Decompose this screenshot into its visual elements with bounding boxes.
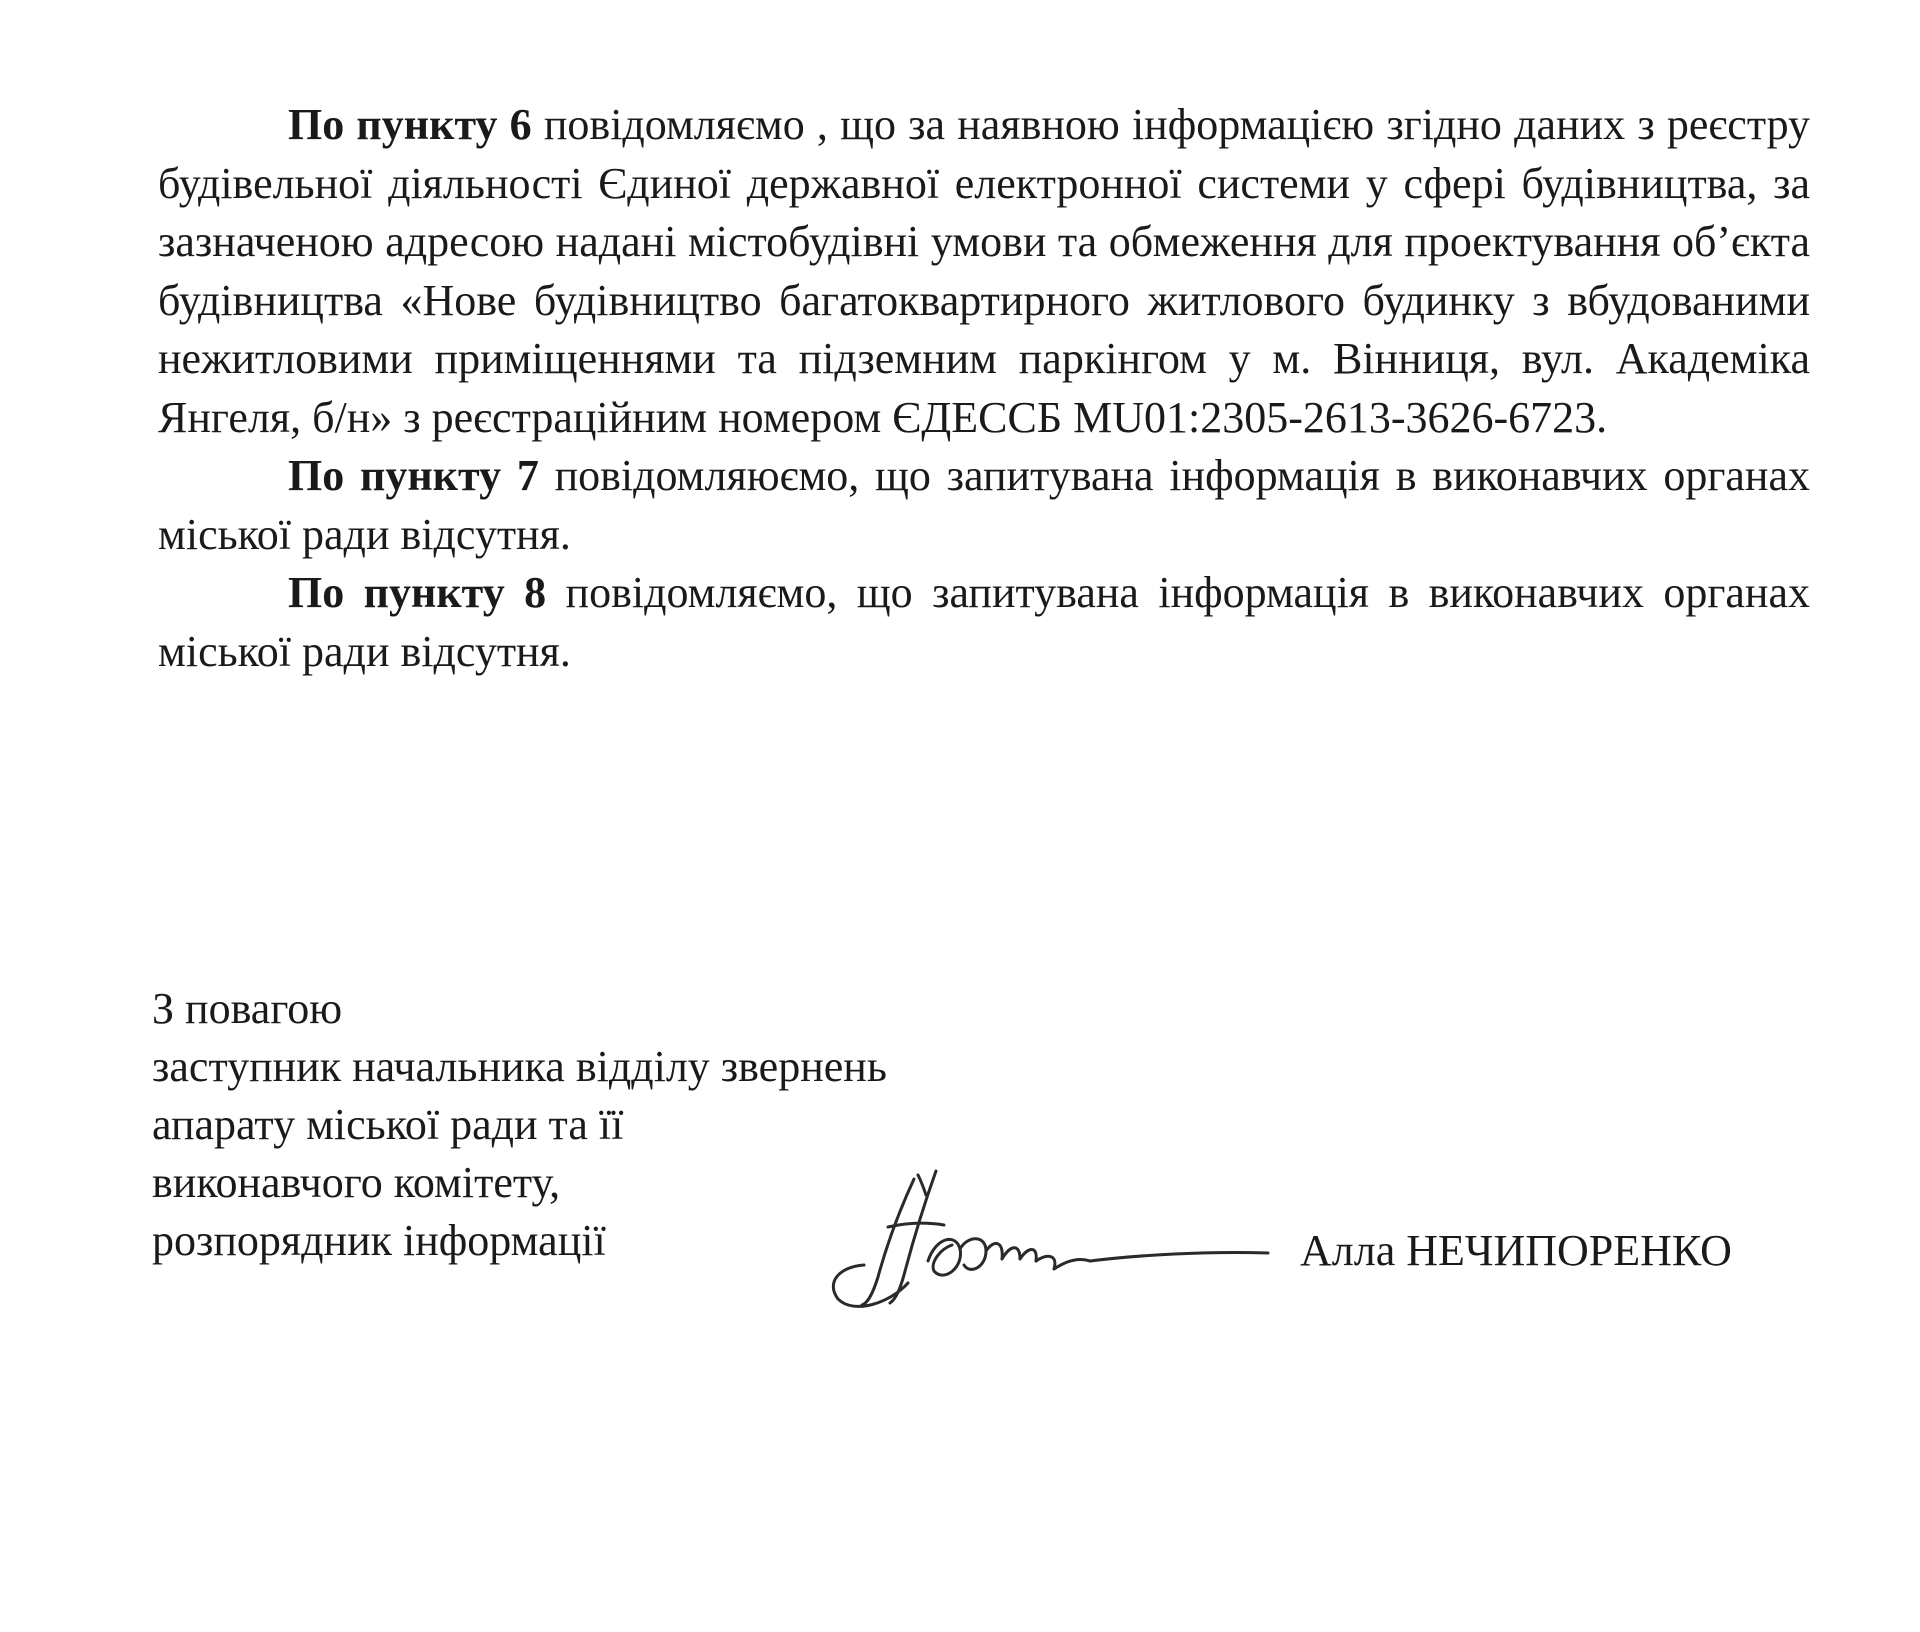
paragraph-text: повідомляюємо, що запитувана інформація в виконавчих органах міської ради відсутня. bbox=[158, 451, 1810, 559]
paragraph-text: повідомляємо, що запитувана інформація в виконавчих органах міської ради відсутня. bbox=[158, 568, 1811, 676]
signer-title-line-1: заступник начальника відділу звернень bbox=[152, 1042, 887, 1091]
signer-title-line-3: виконавчого комітету, bbox=[152, 1158, 561, 1207]
paragraph-label: По пункту 7 bbox=[288, 451, 539, 500]
paragraph-label: По пункту 8 bbox=[288, 568, 547, 617]
paragraph-label: По пункту 6 bbox=[288, 100, 532, 149]
handwritten-signature bbox=[818, 1165, 1278, 1315]
signer-name: Алла НЕЧИПОРЕНКО bbox=[1300, 1226, 1732, 1275]
paragraph-text: повідомляємо , що за наявною інформацією згідно даних з реєстру будівельної діяльності Єдиної державної електронної системи у сфері будівництва, за зазначеною адресою надані містобудівні умови та обмеження для проектування об’єкта будівництва «Нове будівництво багатоквартирного житлового будинку з вбудованими нежитловими приміщеннями та підземним паркінгом у м. Вінниця, вул. Академіка Янгеля, б/н» з реєстраційним номером ЄДЕССБ MU01:2305-2613-3626-6723. bbox=[158, 100, 1811, 442]
closing-block bbox=[152, 980, 887, 1270]
paragraph-item-8 bbox=[158, 564, 1810, 681]
signer-title-line-2: апарату міської ради та її bbox=[152, 1100, 624, 1149]
document-body bbox=[158, 96, 1810, 681]
paragraph-item-7 bbox=[158, 447, 1810, 564]
paragraph-item-6 bbox=[158, 96, 1810, 447]
closing-greeting: З повагою bbox=[152, 984, 343, 1033]
signer-title-line-4: розпорядник інформації bbox=[152, 1216, 606, 1265]
